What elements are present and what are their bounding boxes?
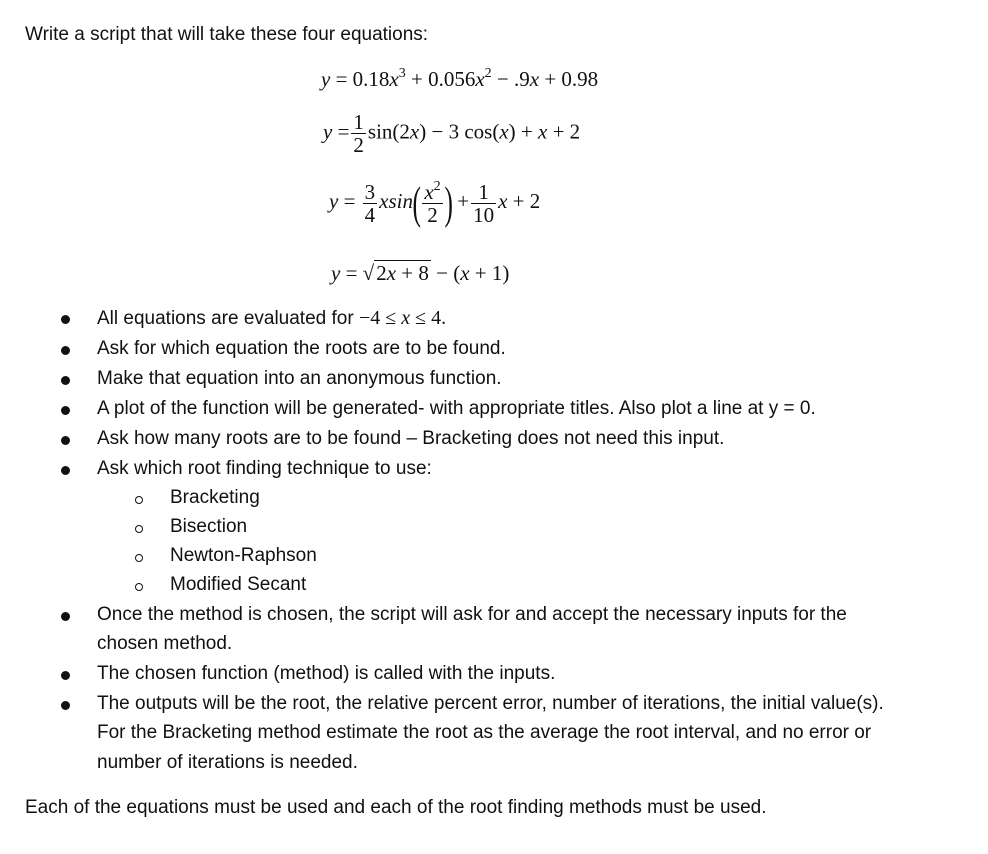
method-modified-secant: Modified Secant bbox=[170, 574, 307, 595]
bullet-dot bbox=[61, 701, 70, 710]
bullet-method-inputs-line1: Once the method is chosen, the script will ask for and accept the necessary inputs for the bbox=[97, 604, 847, 625]
closing-text: Each of the equations must be used and each of the root finding methods must be used. bbox=[25, 797, 767, 818]
method-bisection: Bisection bbox=[170, 516, 248, 537]
bullet-outputs-line3: number of iterations is needed. bbox=[97, 752, 358, 773]
bullet-dot bbox=[61, 406, 70, 415]
method-bracketing: Bracketing bbox=[170, 487, 260, 508]
equation-2: y = $\frac{1}{2}$ sin(2x) − 3 cos(x) + x + 2 bbox=[323, 110, 581, 157]
sqrt-symbol: √ bbox=[362, 261, 375, 285]
bullet-dot bbox=[61, 466, 70, 475]
bullet-plot: A plot of the function will be generated- with appropriate titles. Also plot a line at y = 0. bbox=[97, 398, 816, 419]
bullet-dot bbox=[61, 376, 70, 385]
sub-bullet-ring bbox=[135, 496, 143, 504]
bullet-technique: Ask which root finding technique to use: bbox=[97, 458, 432, 479]
fraction-x-squared-over-two: $\frac{x^2}{2}$ bbox=[424, 178, 441, 227]
bullet-ask-equation: Ask for which equation the roots are to be found. bbox=[97, 338, 506, 359]
bullet-dot bbox=[61, 346, 70, 355]
intro-text: Write a script that will take these four equations: bbox=[25, 24, 429, 45]
bullet-dot bbox=[61, 436, 70, 445]
sub-bullet-ring bbox=[135, 525, 143, 533]
bullet-dot bbox=[61, 671, 70, 680]
sqrt-radicand: 2x + 8 bbox=[376, 261, 429, 285]
right-paren: ) bbox=[444, 177, 453, 228]
bullet-how-many-roots: Ask how many roots are to be found – Bracketing does not need this input. bbox=[97, 428, 725, 449]
equation-1: $y = 0.18x^3 + 0.056x^2 - .9x + 0.98$ bbox=[321, 66, 599, 91]
fraction-one-half: $\frac{1}{2}$ bbox=[353, 110, 364, 157]
equation-4: y = √2x + 8 − (x + 1) bbox=[331, 261, 510, 285]
method-newton-raphson: Newton-Raphson bbox=[170, 545, 317, 566]
bullet-method-inputs-line2: chosen method. bbox=[97, 633, 233, 654]
bullet-outputs-line2: For the Bracketing method estimate the root as the average the root interval, and no error or bbox=[97, 722, 872, 743]
fraction-one-tenth: $\frac{1}{10}$ bbox=[473, 179, 495, 227]
bullet-dot bbox=[61, 315, 70, 324]
bullet-outputs-line1: The outputs will be the root, the relative percent error, number of iterations, the initial value(s). bbox=[97, 693, 884, 714]
sub-bullet-ring bbox=[135, 583, 143, 591]
bullet-anonymous-function: Make that equation into an anonymous function. bbox=[97, 368, 502, 389]
left-paren: ( bbox=[412, 177, 421, 228]
bullet-dot bbox=[61, 612, 70, 621]
sub-bullet-ring bbox=[135, 554, 143, 562]
bullet-function-called: The chosen function (method) is called with the inputs. bbox=[97, 663, 556, 684]
equation-3: y = $\frac{3}{4}$ xsin( $\frac{x^2}{2}$ ) + $\frac{1}{10}$ x + 2 bbox=[329, 177, 541, 228]
bullet-evaluation-range: All equations are evaluated for −4 ≤ x ≤ 4. bbox=[97, 307, 447, 329]
fraction-three-quarters: $\frac{3}{4}$ bbox=[364, 179, 376, 227]
